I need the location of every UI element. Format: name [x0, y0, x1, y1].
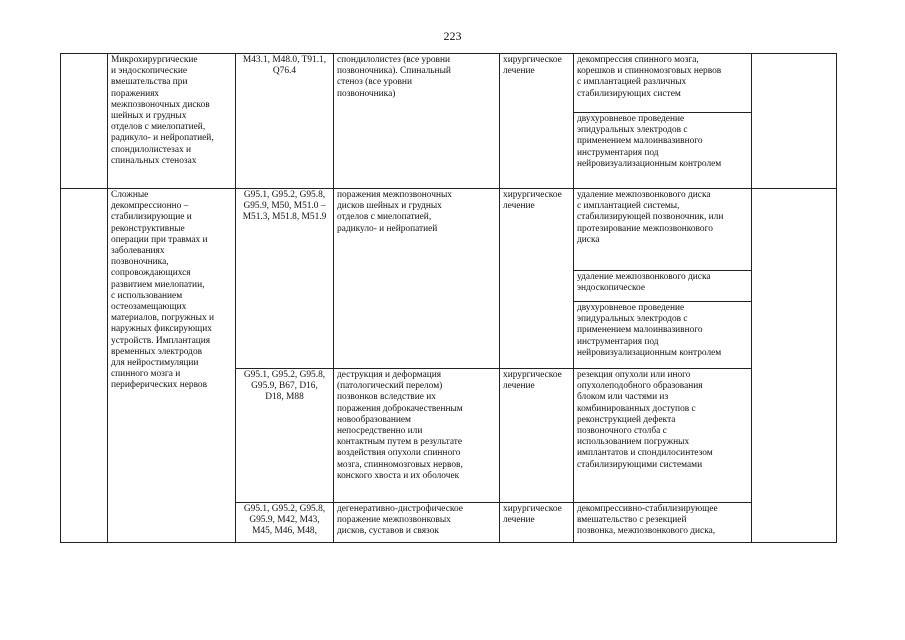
treatment-method-cell: двухуровневое проведение эпидуральных электродов с применением малоинвазивного инструментария под нейровизуализационным контролем: [574, 113, 752, 189]
procedure-group-cell: Микрохирургические и эндоскопические вмешательства при поражениях межпозвоночных дисков шейных и грудных отделов с миелопатией, радикуло- и нейропатией, спондилолистезах и спинальных стенозах: [108, 54, 236, 189]
page-number: 223: [443, 29, 462, 43]
treatment-type-cell: хирургическое лечение: [500, 189, 574, 369]
table-row: [61, 189, 837, 271]
treatment-method-cell: декомпрессивно-стабилизирующее вмешательство с резекцией позвонка, межпозвонкового диска,: [574, 503, 752, 543]
icd-codes-cell: G95.1, G95.2, G95.8, G95.9, B67, D16, D18, M88: [236, 369, 334, 503]
cost-cell: [752, 189, 837, 543]
procedure-group-cell: Сложные декомпрессионно – стабилизирующие и реконструктивные операции при травмах и заболеваниях позвоночника, сопровождающихся развитием миелопатии, с использованием остеозамещающих материалов, погружных и наружных фиксирующих устройств. Имплантация временных электродов для нейростимуляции спинного мозга и периферических нервов: [108, 189, 236, 543]
disease-model-cell: поражения межпозвоночных дисков шейных и грудных отделов с миелопатией, радикуло- и нейропатией: [334, 189, 500, 369]
treatment-method-cell: резекция опухоли или иного опухолеподобного образования блоком или частями из комбинированных доступов с реконструкцией дефекта позвоночного столба с использованием погружных имплантатов и спондилосинтезом стабилизирующими системами: [574, 369, 752, 503]
treatment-method-cell: двухуровневое проведение эпидуральных электродов с применением малоинвазивного инструментария под нейровизуализационным контролем: [574, 302, 752, 369]
treatment-method-cell: удаление межпозвонкового диска эндоскопическое: [574, 271, 752, 302]
treatment-type-cell: хирургическое лечение: [500, 369, 574, 503]
icd-codes-cell: M43.1, M48.0, T91.1, Q76.4: [236, 54, 334, 189]
treatment-method-cell: декомпрессия спинного мозга, корешков и спинномозговых нервов с имплантацией различных стабилизирующих систем: [574, 54, 752, 113]
treatment-type-cell: хирургическое лечение: [500, 503, 574, 543]
row-number-cell: [61, 54, 108, 189]
treatment-method-cell: удаление межпозвонкового диска с имплантацией системы, стабилизирующей позвоночник, или протезирование межпозвонкового диска: [574, 189, 752, 271]
disease-model-cell: деструкция и деформация (патологический перелом) позвонков вследствие их поражения доброкачественным новообразованием непосредственно или контактным путем в результате воздействия опухоли спинного мозга, спинномозговых нервов, конского хвоста и их оболочек: [334, 369, 500, 503]
table-row: [61, 54, 837, 113]
icd-codes-cell: G95.1, G95.2, G95.8, G95.9, M42, M43, M45, M46, M48,: [236, 503, 334, 543]
icd-codes-cell: G95.1, G95.2, G95.8, G95.9, M50, M51.0 – M51.3, M51.8, M51.9: [236, 189, 334, 369]
disease-model-cell: дегенеративно-дистрофическое поражение межпозвонковых дисков, суставов и связок: [334, 503, 500, 543]
disease-model-cell: спондилолистез (все уровни позвоночника). Спинальный стеноз (все уровни позвоночника): [334, 54, 500, 189]
medical-procedures-table: [60, 53, 837, 543]
cost-cell: [752, 54, 837, 189]
row-number-cell: [61, 189, 108, 543]
treatment-type-cell: хирургическое лечение: [500, 54, 574, 189]
